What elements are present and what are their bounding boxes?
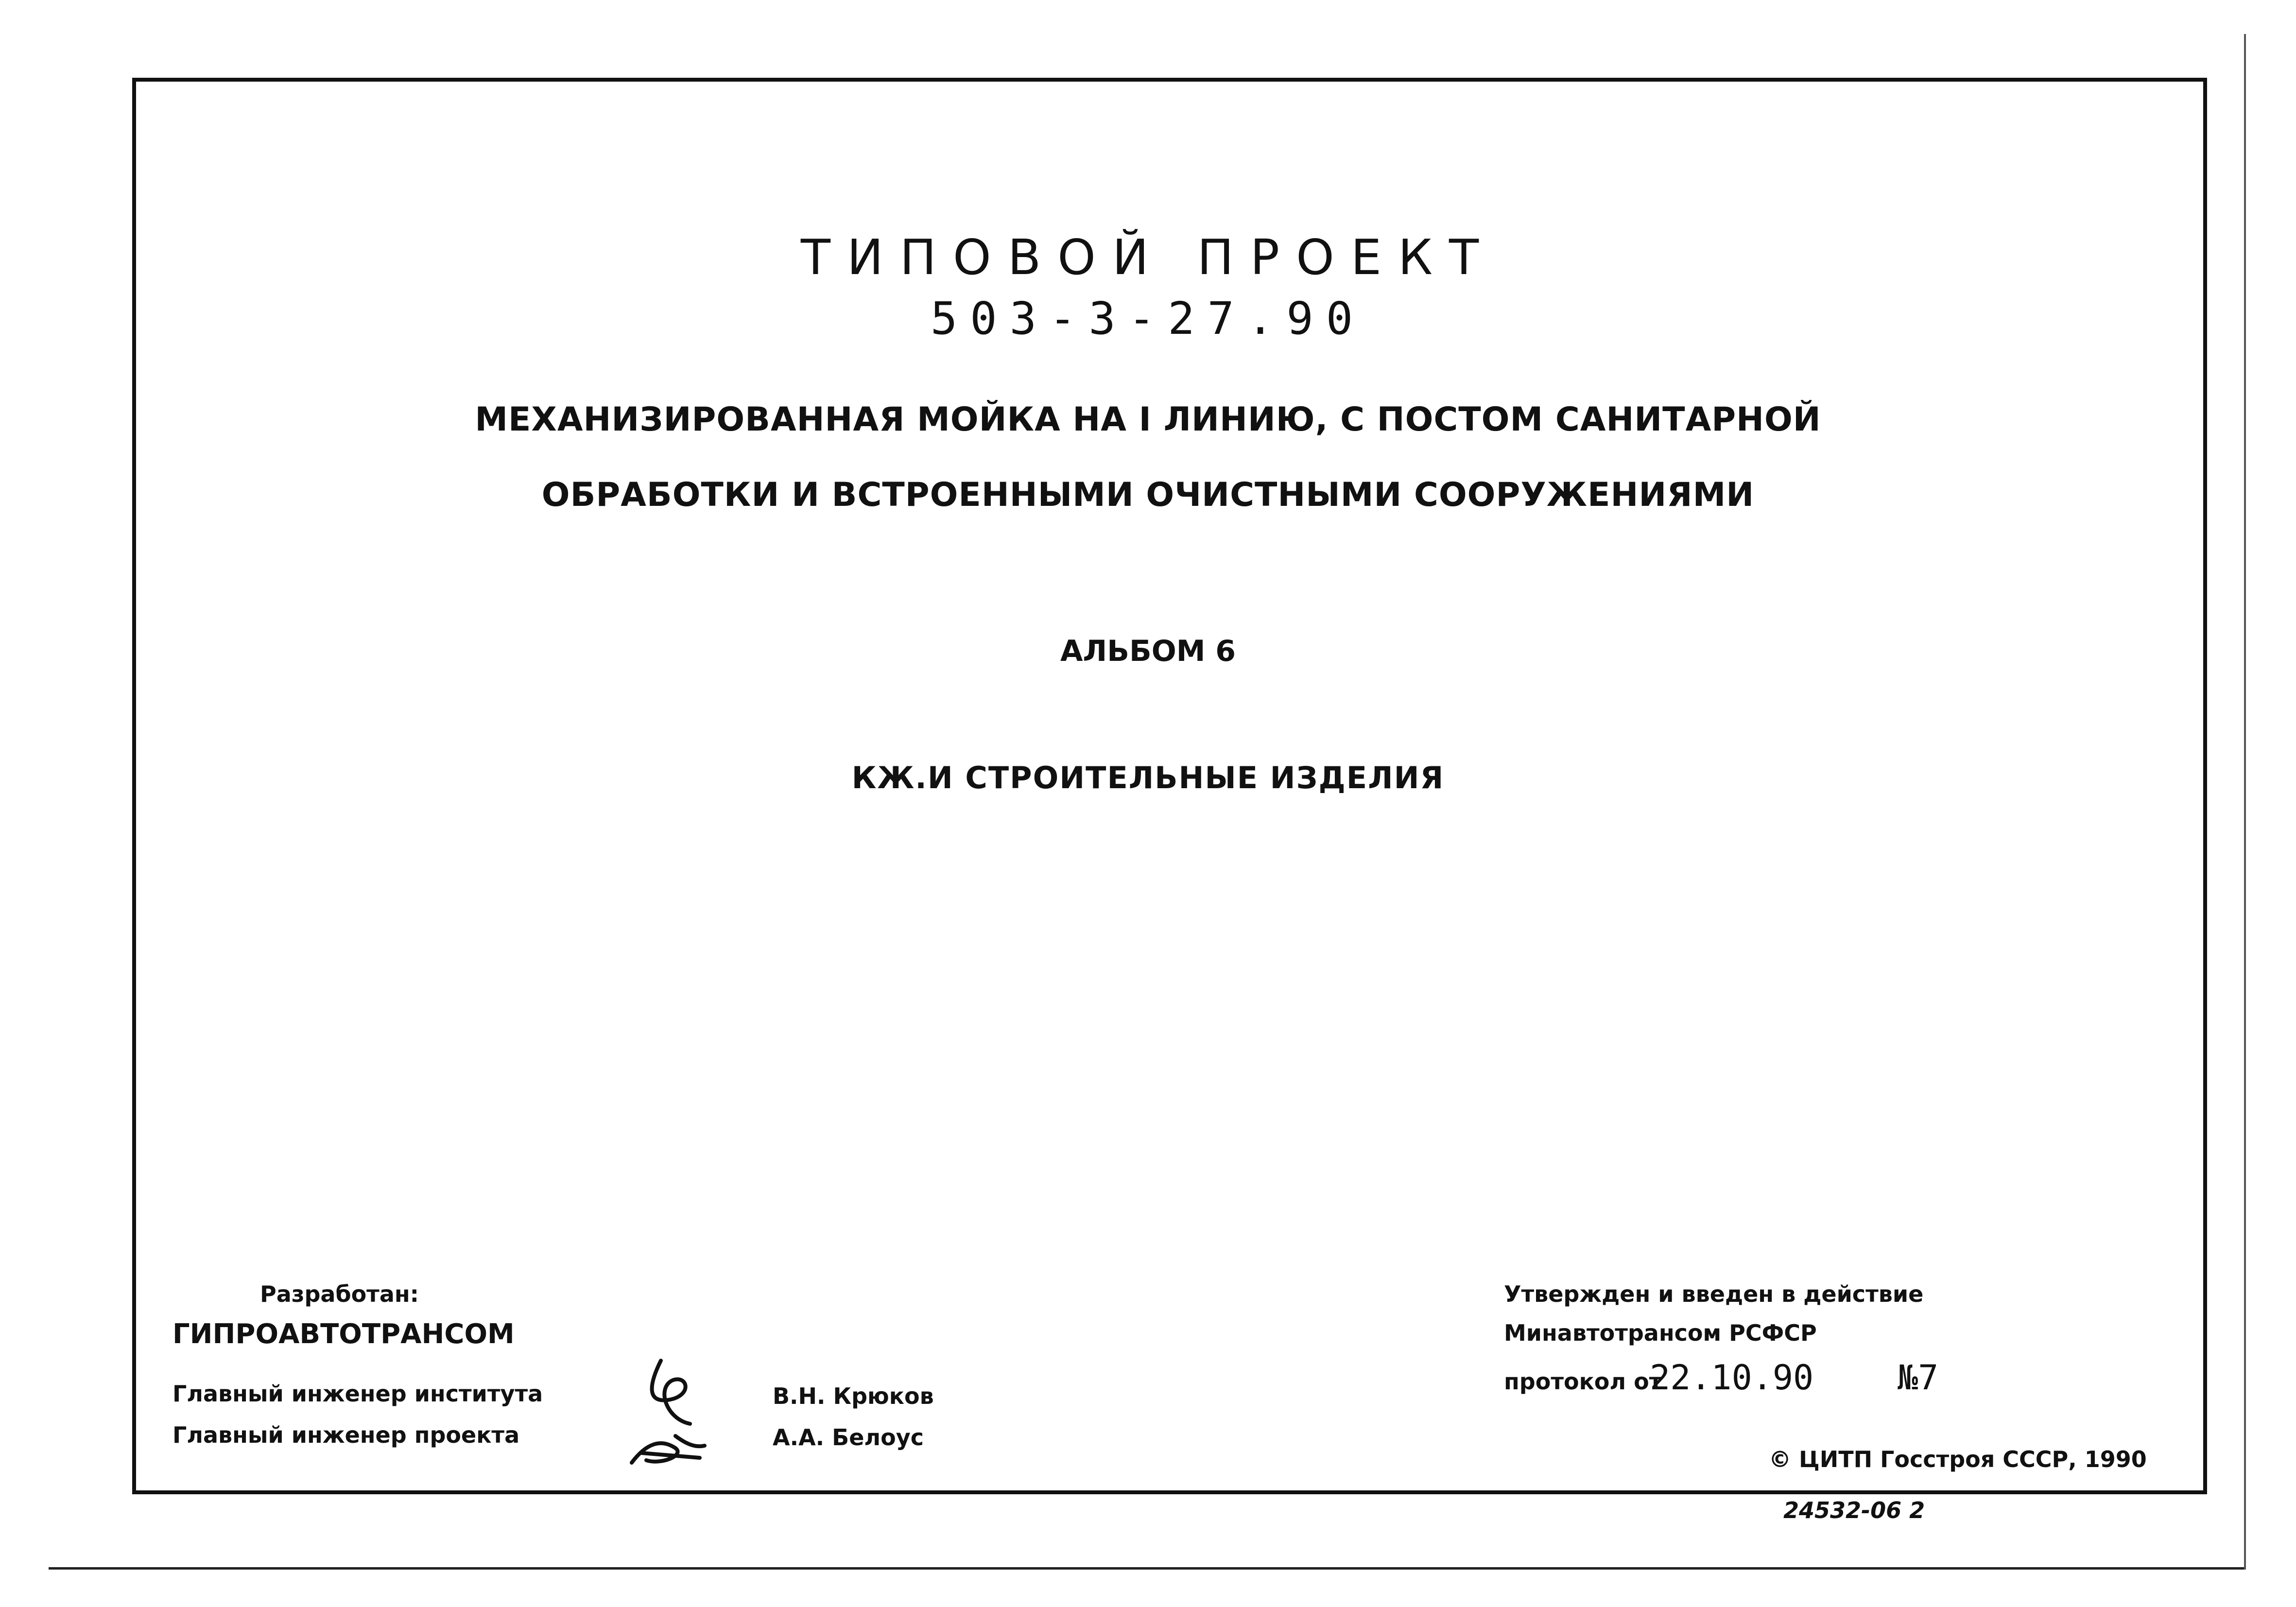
album-label: АЛЬБОМ 6 [1060,634,1236,668]
section-title: КЖ.И СТРОИТЕЛЬНЫЕ ИЗДЕЛИЯ [851,760,1445,795]
document-title: ТИПОВОЙ ПРОЕКТ [800,229,1496,286]
protocol-date: 22.10.90 [1650,1358,1814,1398]
chief-engineer-institute-role: Главный инженер института [173,1381,543,1407]
approval-line-2: Минавтотрансом РСФСР [1504,1320,1817,1346]
bottom-rule [49,1567,2245,1570]
approval-line-1: Утвержден и введен в действие [1504,1281,1924,1307]
protocol-number: №7 [1898,1358,1939,1398]
developer-organization: ГИПРОАВТОТРАНСОМ [173,1318,515,1350]
project-description-line-1: МЕХАНИЗИРОВАННАЯ МОЙКА НА I ЛИНИЮ, С ПОСТОМ САНИТАРНОЙ [475,400,1821,439]
project-description-line-2: ОБРАБОТКИ И ВСТРОЕННЫМИ ОЧИСТНЫМИ СООРУЖЕНИЯМИ [541,476,1755,514]
chief-engineer-project-role: Главный инженер проекта [173,1422,520,1448]
chief-engineer-project-name: А.А. Белоус [773,1424,924,1451]
developer-label: Разработан: [260,1281,419,1307]
chief-engineer-institute-name: В.Н. Крюков [773,1383,934,1409]
inventory-number: 24532-06 2 [1783,1497,1925,1523]
signature-mark [603,1346,729,1472]
protocol-label: протокол от [1504,1368,1662,1395]
project-number: 503-3-27.90 [930,293,1366,345]
copyright-notice: © ЦИТП Госстроя СССР, 1990 [1769,1446,2147,1472]
